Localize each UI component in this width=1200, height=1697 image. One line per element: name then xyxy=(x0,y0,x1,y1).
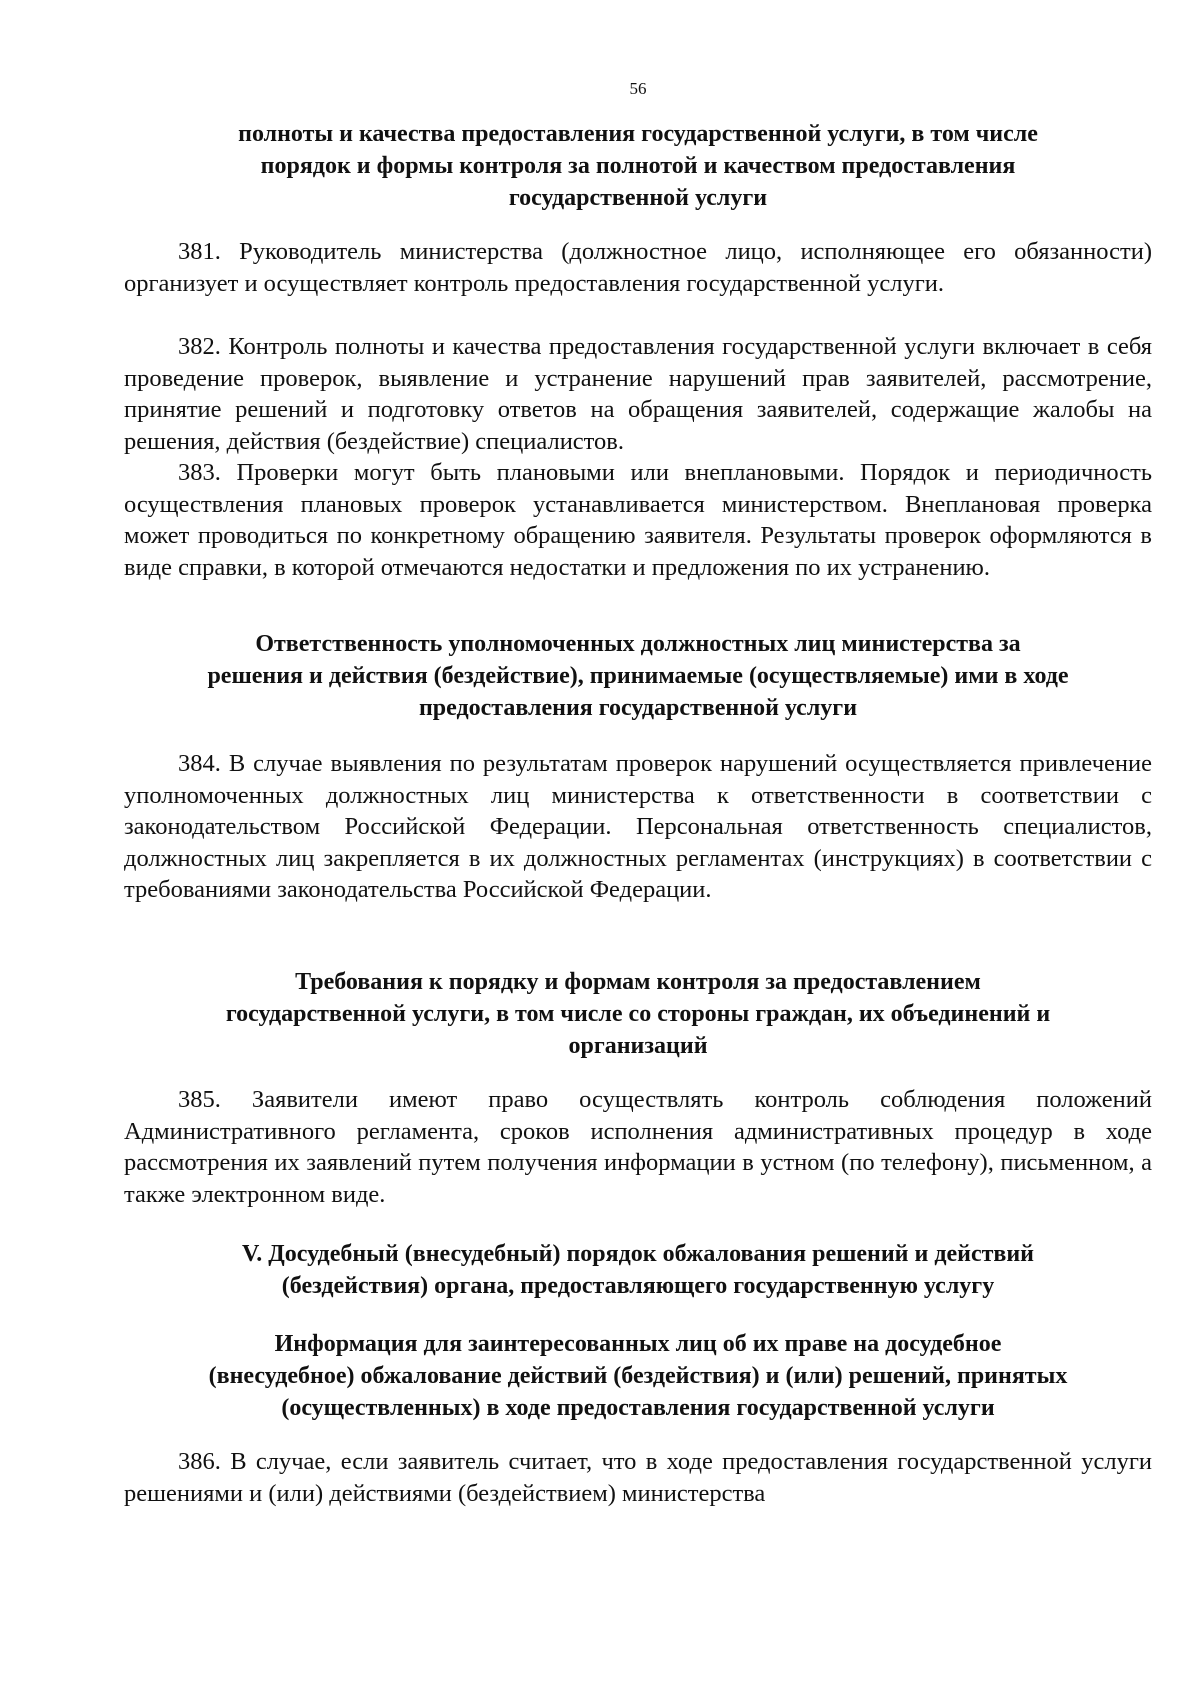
heading-line: Информация для заинтересованных лиц об их праве на досудебное xyxy=(274,1331,1002,1357)
paragraph-384 xyxy=(124,748,1152,906)
paragraph-text: 381. Руководитель министерства (должностное лицо, исполняющее его обязанности) организует и осуществляет контроль предоставления государственной услуги. xyxy=(124,238,1152,297)
section-heading-control-requirements xyxy=(124,966,1152,1062)
paragraph-text: 385. Заявители имеют право осуществлять контроль соблюдения положений Административного регламента, сроков исполнения административных процедур в ходе рассмотрения их заявлений путем получения информации в устном (по телефону), письменном, а также электронном виде. xyxy=(124,1086,1152,1208)
heading-line: государственной услуги, в том числе со стороны граждан, их объединений и xyxy=(225,1001,1051,1027)
heading-line: решения и действия (бездействие), принимаемые (осуществляемые) ими в ходе xyxy=(207,663,1069,689)
paragraph-385 xyxy=(124,1084,1152,1210)
paragraph-text: 383. Проверки могут быть плановыми или внеплановыми. Порядок и периодичность осуществления плановых проверок устанавливается министерством. Внеплановая проверка может проводиться по конкретному обращению заявителя. Результаты проверок оформляются в виде справки, в которой отмечаются недостатки и предложения по их устранению. xyxy=(124,459,1152,581)
section-heading-appeal-info xyxy=(124,1328,1152,1424)
heading-line: Требования к порядку и формам контроля за предоставлением xyxy=(295,969,981,995)
heading-line: полноты и качества предоставления государственной услуги, в том числе xyxy=(238,121,1038,147)
paragraph-386 xyxy=(124,1446,1152,1509)
paragraph-383 xyxy=(124,457,1152,583)
heading-line: Ответственность уполномоченных должностных лиц министерства за xyxy=(255,631,1021,657)
page-number: 56 xyxy=(629,79,647,98)
heading-line: (осуществленных) в ходе предоставления государственной услуги xyxy=(281,1395,995,1421)
section-heading-control-quality xyxy=(124,118,1152,214)
paragraph-text: 382. Контроль полноты и качества предоставления государственной услуги включает в себя проведение проверок, выявление и устранение нарушений прав заявителей, рассмотрение, принятие решений и подготовку ответов на обращения заявителей, содержащие жалобы на решения, действия (бездействие) специалистов. xyxy=(124,333,1152,455)
paragraph-381 xyxy=(124,236,1152,299)
heading-line: (бездействия) органа, предоставляющего государственную услугу xyxy=(281,1273,995,1299)
paragraph-text: 384. В случае выявления по результатам проверок нарушений осуществляется привлечение уполномоченных должностных лиц министерства к ответственности в соответствии с законодательством Российской Федерации. Персональная ответственность специалистов, должностных лиц закрепляется в их должностных регламентах (инструкциях) в соответствии с требованиями законодательства Российской Федерации. xyxy=(124,750,1152,903)
paragraph-text: 386. В случае, если заявитель считает, что в ходе предоставления государственной услуги решениями и (или) действиями (бездействием) министерства xyxy=(124,1448,1152,1507)
heading-line: V. Досудебный (внесудебный) порядок обжалования решений и действий xyxy=(241,1241,1034,1267)
section-heading-responsibility xyxy=(124,628,1152,724)
heading-line: организаций xyxy=(568,1033,708,1059)
heading-line: государственной услуги xyxy=(508,185,768,211)
paragraph-382 xyxy=(124,331,1152,457)
heading-line: (внесудебное) обжалование действий (бездействия) и (или) решений, принятых xyxy=(208,1363,1068,1389)
chapter-heading-pretrial-appeal xyxy=(124,1238,1152,1302)
heading-line: порядок и формы контроля за полнотой и качеством предоставления xyxy=(260,153,1016,179)
heading-line: предоставления государственной услуги xyxy=(418,695,858,721)
